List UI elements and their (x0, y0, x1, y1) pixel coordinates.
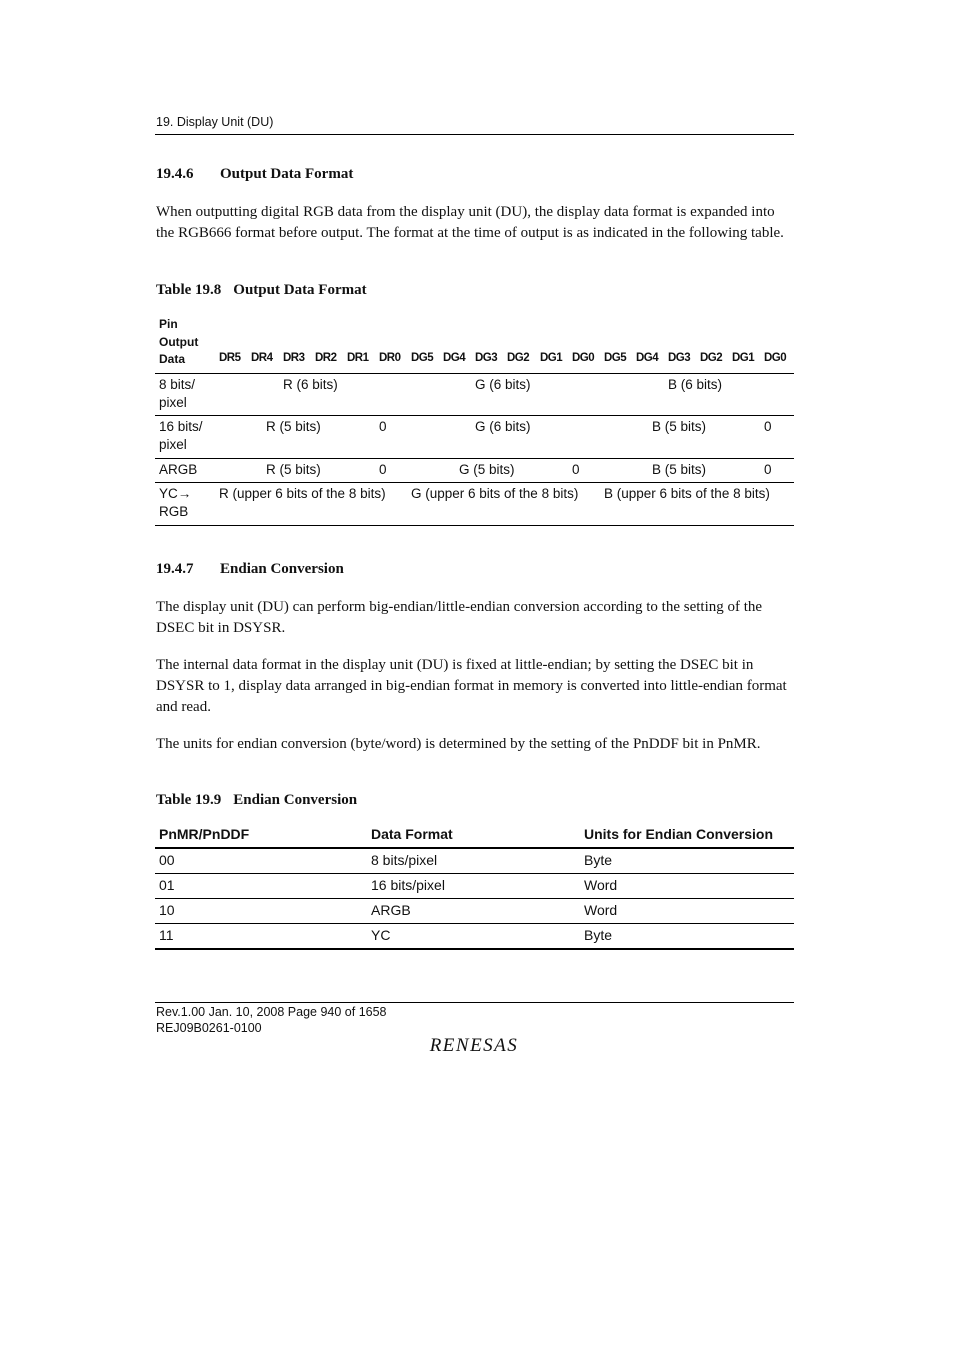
row-label-line: 8 bits/ (159, 377, 196, 392)
row-label-line: pixel (159, 395, 187, 410)
table-cell: R (6 bits) (283, 377, 338, 392)
pin-header: DG2 (507, 352, 530, 364)
table-title: Endian Conversion (233, 792, 358, 808)
table-row (155, 374, 794, 416)
header-line: Data (159, 352, 186, 366)
section-number: 19.4.7 (156, 561, 194, 577)
table-cell: 0 (379, 462, 387, 477)
table-header-row (155, 823, 794, 849)
pin-header: DG1 (732, 352, 755, 364)
section-paragraph: The internal data format in the display unit (DU) is fixed at little-endian; by setting the DSEC bit in DSYSR to 1, display data arranged in big-endian format in memory is converted into little-endian format and read. (156, 657, 787, 715)
table-cell: 0 (379, 419, 387, 434)
table-cell: Byte (584, 852, 613, 868)
pin-header: DG4 (636, 352, 659, 364)
row-label (159, 418, 209, 454)
revision-info: Rev.1.00 Jan. 10, 2008 Page 940 of 1658 (156, 1005, 387, 1019)
table-cell: 10 (159, 902, 175, 918)
row-label (159, 376, 209, 412)
section-paragraph: The display unit (DU) can perform big-endian/little-endian conversion according to the setting of the DSEC bit in DSYSR. (156, 599, 763, 636)
table-cell: YC (371, 927, 391, 943)
table-cell: B (5 bits) (652, 419, 707, 434)
table-title: Output Data Format (233, 282, 367, 298)
table-cell: G (6 bits) (475, 419, 531, 434)
table-label: Table 19.9 (156, 792, 222, 808)
running-header: 19. Display Unit (DU) (156, 115, 274, 129)
column-header: Data Format (371, 826, 453, 842)
section-number: 19.4.6 (156, 166, 194, 182)
table-cell: Word (584, 902, 618, 918)
pin-header: DG0 (764, 352, 787, 364)
section-paragraph: The units for endian conversion (byte/word) is determined by the setting of the PnDDF bit in PnMR. (156, 736, 761, 752)
table-cell: 00 (159, 852, 175, 868)
pin-header: DG1 (540, 352, 563, 364)
table-cell: 0 (572, 462, 580, 477)
row-label-line: ARGB (159, 462, 198, 477)
table-row (155, 924, 794, 950)
table-label: Table 19.8 (156, 282, 222, 298)
table-cell: R (5 bits) (266, 462, 321, 477)
pin-header: DG3 (668, 352, 691, 364)
table-cell: 16 bits/pixel (371, 877, 445, 893)
column-header: PnMR/PnDDF (159, 826, 250, 842)
table-row (155, 849, 794, 874)
table-cell: R (5 bits) (266, 419, 321, 434)
table-caption-endian-conversion (156, 792, 357, 809)
table-row (155, 459, 794, 483)
pin-header: DR5 (219, 352, 241, 364)
pin-header: DG4 (443, 352, 466, 364)
row-label-line: 16 bits/ (159, 419, 203, 434)
header-line: Pin (159, 317, 178, 331)
section-heading-output-data-format (156, 166, 353, 183)
page-footer (156, 1005, 387, 1036)
table-cell: 8 bits/pixel (371, 852, 438, 868)
table-row (155, 874, 794, 899)
document-number: REJ09B0261-0100 (156, 1020, 262, 1035)
pin-header: DG2 (700, 352, 723, 364)
row-label-line: RGB (159, 504, 189, 519)
table-cell: B (5 bits) (652, 462, 707, 477)
table-row (155, 483, 794, 526)
footer-rule (155, 1002, 794, 1003)
pin-header: DG5 (604, 352, 627, 364)
renesas-logo (414, 1034, 534, 1056)
table-row (155, 416, 794, 459)
pin-header: DR3 (283, 352, 305, 364)
table-cell: B (upper 6 bits of the 8 bits) (604, 486, 770, 501)
table-cell: 01 (159, 877, 175, 893)
table-caption-output-data-format (156, 282, 367, 299)
pin-header: DR1 (347, 352, 369, 364)
table-cell: ARGB (371, 902, 411, 918)
row-label-line: YC→ (159, 486, 192, 501)
table-cell: Byte (584, 927, 613, 943)
pin-header: DR0 (379, 352, 401, 364)
section-title: Output Data Format (220, 166, 354, 182)
pin-header: DG0 (572, 352, 595, 364)
table-cell: R (upper 6 bits of the 8 bits) (219, 486, 386, 501)
table-cell: 0 (764, 419, 772, 434)
table-row (155, 899, 794, 924)
table-cell: B (6 bits) (668, 377, 723, 392)
table-cell: 11 (159, 927, 174, 943)
pin-header: DG3 (475, 352, 498, 364)
row-label (159, 485, 209, 521)
table-cell: 0 (764, 462, 772, 477)
pin-header: DG5 (411, 352, 434, 364)
pin-output-data-header (159, 316, 198, 369)
section-paragraph: When outputting digital RGB data from the display unit (DU), the display data format is expanded into the RGB666 format before output. The format at the time of output is as indicated in the following table. (156, 204, 784, 241)
table-cell: G (6 bits) (475, 377, 531, 392)
renesas-logo-text: RENESAS (429, 1035, 519, 1056)
table-cell: Word (584, 877, 618, 893)
header-line: Output (159, 334, 199, 349)
row-label-line: pixel (159, 437, 187, 452)
table-header-row (155, 314, 794, 374)
header-rule (155, 134, 794, 135)
section-heading-endian-conversion (156, 561, 344, 578)
table-cell: G (5 bits) (459, 462, 515, 477)
pin-header: DR4 (251, 352, 273, 364)
section-title: Endian Conversion (220, 561, 344, 577)
row-label (159, 461, 209, 479)
column-header: Units for Endian Conversion (584, 826, 774, 842)
pin-header: DR2 (315, 352, 337, 364)
table-cell: G (upper 6 bits of the 8 bits) (411, 486, 579, 501)
